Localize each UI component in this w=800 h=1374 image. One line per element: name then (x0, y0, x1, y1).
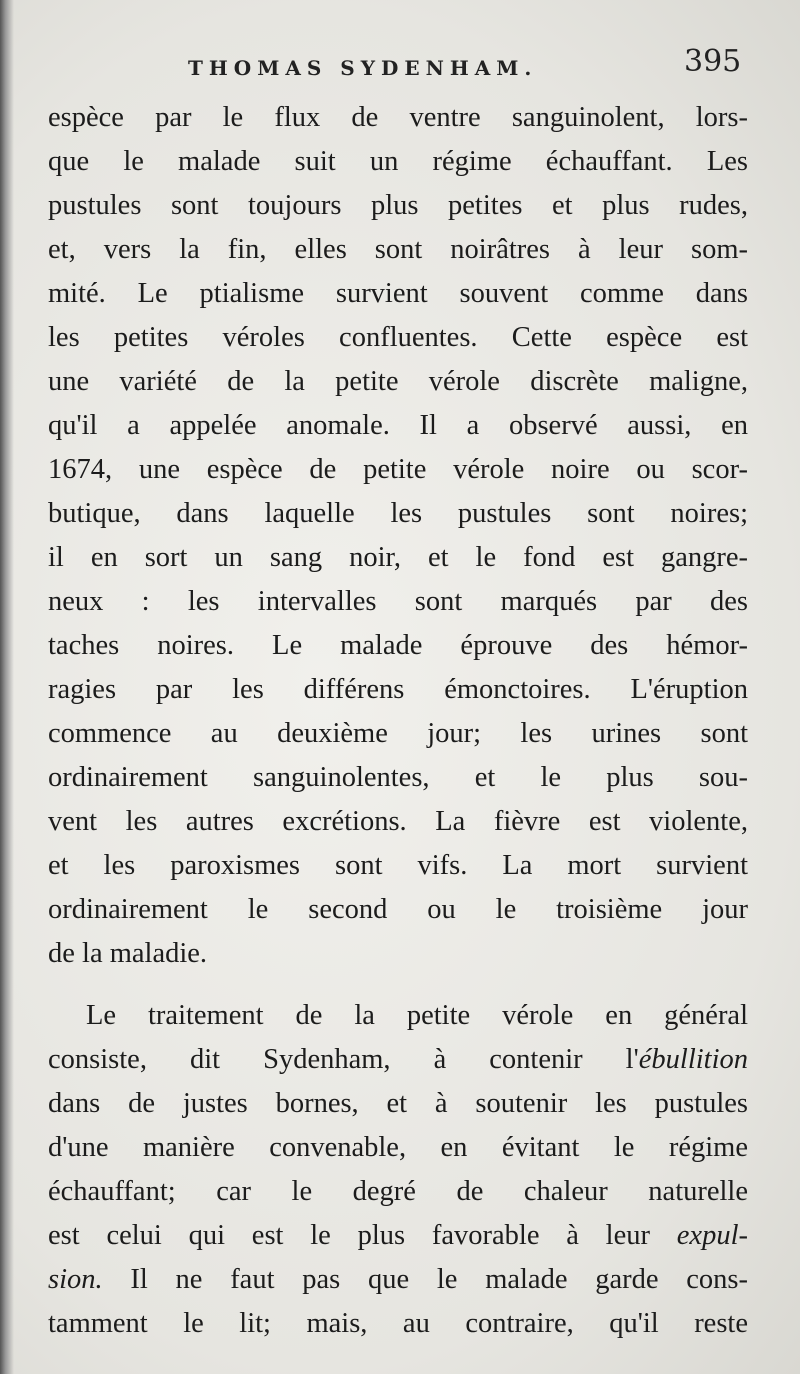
text-segment: tamment le lit; mais, au contraire, qu'il reste (48, 1308, 748, 1339)
text-segment: les petites véroles confluentes. Cette espèce est (48, 322, 748, 353)
running-head: THOMAS SYDENHAM. (188, 56, 538, 80)
page-header (0, 44, 800, 88)
text-segment: taches noires. Le malade éprouve des hémor- (48, 630, 748, 661)
text-segment: et les paroxismes sont vifs. La mort survient (48, 850, 748, 881)
text-line (48, 624, 748, 668)
text-line (48, 888, 748, 932)
text-segment: Le traitement de la petite vérole en général (86, 1000, 748, 1031)
text-line (48, 184, 748, 228)
text-line (48, 404, 748, 448)
text-line (48, 1214, 748, 1258)
text-line (48, 316, 748, 360)
text-line (48, 272, 748, 316)
text-segment: vent les autres excrétions. La fièvre est violente, (48, 806, 748, 837)
text-line (48, 800, 748, 844)
text-line (48, 580, 748, 624)
text-line (48, 492, 748, 536)
paragraph (48, 96, 748, 976)
text-line (48, 1302, 748, 1346)
text-line (48, 756, 748, 800)
text-segment: 1674, une espèce de petite vérole noire ou scor- (48, 454, 748, 485)
text-line (48, 140, 748, 184)
paragraph-gap (48, 976, 748, 994)
text-line (48, 1170, 748, 1214)
text-segment: Il ne faut pas que le malade garde cons- (102, 1264, 748, 1295)
text-segment: butique, dans laquelle les pustules sont noires; (48, 498, 748, 529)
text-segment: ordinairement sanguinolentes, et le plus sou- (48, 762, 748, 793)
text-segment: et, vers la fin, elles sont noirâtres à leur som- (48, 234, 748, 265)
text-segment: espèce par le flux de ventre sanguinolent, lors- (48, 102, 748, 133)
text-segment: ragies par les différens émonctoires. L'éruption (48, 674, 748, 705)
paragraph (48, 994, 748, 1346)
text-segment: dans de justes bornes, et à soutenir les pustules (48, 1088, 748, 1119)
text-line (48, 1126, 748, 1170)
text-line (48, 1038, 748, 1082)
text-line (48, 668, 748, 712)
page-edge-shadow (0, 0, 14, 1374)
italic-text: expul- (676, 1220, 748, 1251)
text-line (48, 844, 748, 888)
body-text (48, 96, 748, 1346)
text-segment: d'une manière convenable, en évitant le régime (48, 1132, 748, 1163)
text-segment: mité. Le ptialisme survient souvent comme dans (48, 278, 748, 309)
text-line (48, 1258, 748, 1302)
italic-text: ébullition (638, 1044, 748, 1075)
text-line (48, 96, 748, 140)
page-number: 395 (684, 44, 742, 79)
text-segment: de la maladie. (48, 938, 208, 969)
text-segment: neux : les intervalles sont marqués par des (48, 586, 748, 617)
text-line (48, 932, 748, 976)
text-line (48, 994, 748, 1038)
text-segment: est celui qui est le plus favorable à leur (48, 1220, 677, 1251)
text-segment: qu'il a appelée anomale. Il a observé aussi, en (48, 410, 748, 441)
text-segment: il en sort un sang noir, et le fond est gangre- (48, 542, 748, 573)
text-segment: échauffant; car le degré de chaleur naturelle (48, 1176, 748, 1207)
text-line (48, 228, 748, 272)
text-segment: ordinairement le second ou le troisième jour (48, 894, 748, 925)
text-segment: commence au deuxième jour; les urines sont (48, 718, 748, 749)
text-line (48, 712, 748, 756)
text-segment: pustules sont toujours plus petites et plus rudes, (48, 190, 748, 221)
text-segment: que le malade suit un régime échauffant. Les (48, 146, 748, 177)
italic-text: sion. (48, 1264, 103, 1295)
text-segment: consiste, dit Sydenham, à contenir l' (48, 1044, 639, 1075)
text-segment: une variété de la petite vérole discrète maligne, (48, 366, 748, 397)
text-line (48, 1082, 748, 1126)
text-line (48, 536, 748, 580)
text-line (48, 360, 748, 404)
text-line (48, 448, 748, 492)
